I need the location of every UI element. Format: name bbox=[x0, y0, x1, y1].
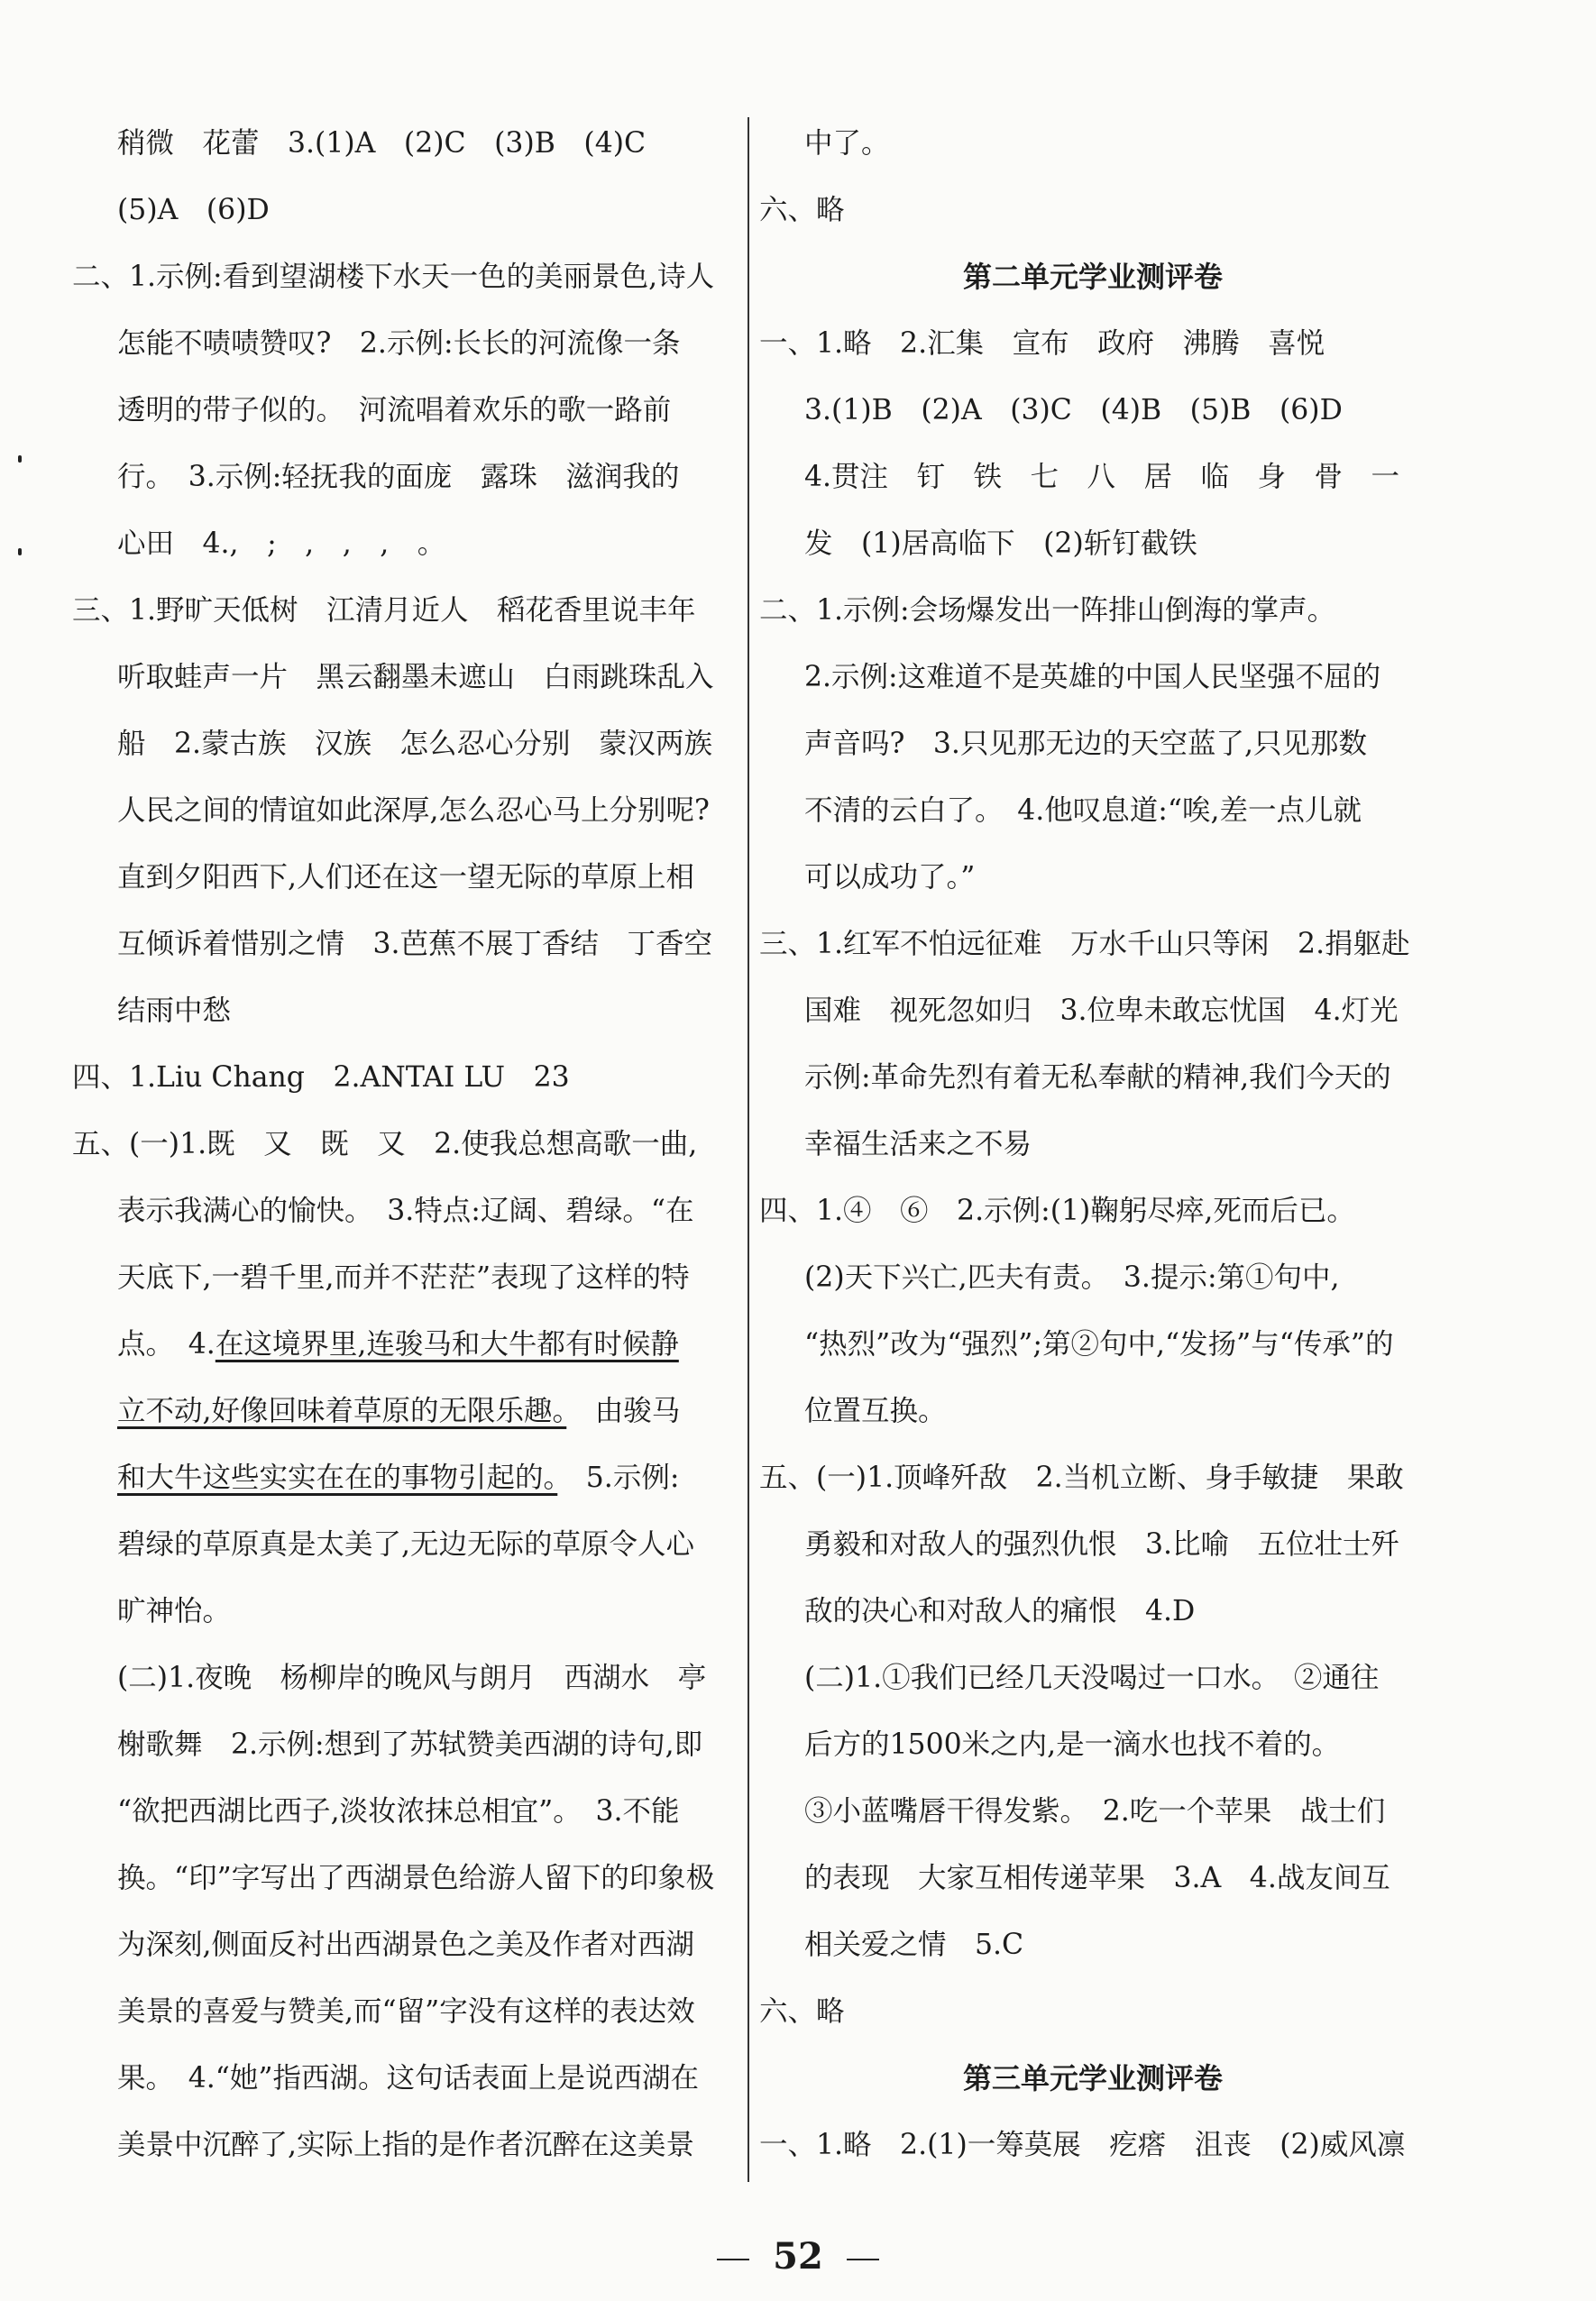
line-text: 由骏马 bbox=[566, 1395, 681, 1427]
answer-line bbox=[759, 1645, 1426, 1711]
answer-line bbox=[72, 1378, 739, 1444]
answer-line bbox=[759, 1578, 1426, 1645]
line-text: 美景的喜爱与赞美,而“留”字没有这样的表达效 bbox=[117, 1995, 695, 2028]
line-text: 船 2.蒙古族 汉族 怎么忍心分别 蒙汉两族 bbox=[117, 728, 713, 760]
line-text: 稍微 花蕾 3.(1)A (2)C (3)B (4)C bbox=[117, 127, 647, 160]
line-text: 相关爱之情 5.C bbox=[804, 1929, 1024, 1961]
answer-line bbox=[72, 644, 739, 710]
line-text: 行。 3.示例:轻抚我的面庞 露珠 滋润我的 bbox=[117, 461, 680, 493]
answer-line bbox=[72, 243, 739, 310]
answer-line bbox=[72, 577, 739, 644]
scan-mark bbox=[18, 548, 22, 555]
answer-line bbox=[759, 1178, 1426, 1244]
line-text: 四、1.④ ⑥ 2.示例:(1)鞠躬尽瘁,死而后已。 bbox=[759, 1195, 1355, 1227]
line-text: 表示我满心的愉快。 3.特点:辽阔、碧绿。“在 bbox=[117, 1195, 694, 1227]
answer-line bbox=[72, 977, 739, 1044]
answer-line bbox=[72, 777, 739, 844]
answer-line bbox=[759, 1244, 1426, 1311]
answer-line bbox=[759, 1978, 1426, 2045]
line-text: 二、1.示例:会场爆发出一阵排山倒海的掌声。 bbox=[759, 594, 1336, 627]
right-column bbox=[759, 110, 1426, 2178]
answer-line bbox=[759, 1111, 1426, 1178]
answer-line bbox=[759, 844, 1426, 911]
answer-line bbox=[72, 1311, 739, 1378]
line-text: 四、1.Liu Chang 2.ANTAI LU 23 bbox=[72, 1061, 570, 1094]
answer-line bbox=[72, 1645, 739, 1711]
line-text: 中了。 bbox=[804, 127, 890, 160]
answer-line bbox=[759, 1378, 1426, 1444]
line-text: 结雨中愁 bbox=[117, 995, 232, 1027]
answer-line bbox=[759, 1311, 1426, 1378]
line-text: 为深刻,侧面反衬出西湖景色之美及作者对西湖 bbox=[117, 1929, 695, 1961]
answer-line bbox=[72, 844, 739, 911]
answer-line bbox=[759, 1711, 1426, 1778]
line-text: 3.(1)B (2)A (3)C (4)B (5)B (6)D bbox=[804, 394, 1343, 426]
line-text: (二)1.夜晚 杨柳岸的晚风与朗月 西湖水 亭 bbox=[117, 1662, 707, 1694]
answer-line bbox=[759, 177, 1426, 243]
line-text: ③小蓝嘴唇干得发紫。 2.吃一个苹果 战士们 bbox=[804, 1795, 1386, 1828]
line-text: 的表现 大家互相传递苹果 3.A 4.战友间互 bbox=[804, 1862, 1390, 1894]
answer-line bbox=[72, 310, 739, 377]
line-text: 五、(一)1.既 又 既 又 2.使我总想高歌一曲, bbox=[72, 1128, 698, 1160]
line-text: 一、1.略 2.汇集 宣布 政府 沸腾 喜悦 bbox=[759, 327, 1325, 360]
section-title bbox=[759, 243, 1426, 310]
answer-line bbox=[759, 777, 1426, 844]
line-text: “欲把西湖比西子,淡妆浓抹总相宜”。 3.不能 bbox=[117, 1795, 680, 1828]
line-text: 不清的云白了。 4.他叹息道:“唉,差一点儿就 bbox=[804, 794, 1362, 827]
page-number: 52 bbox=[773, 2235, 823, 2278]
answer-line bbox=[759, 1044, 1426, 1111]
section-title bbox=[759, 2045, 1426, 2112]
answer-line bbox=[72, 110, 739, 177]
line-text: 国难 视死忽如归 3.位卑未敢忘忧国 4.灯光 bbox=[804, 995, 1399, 1027]
answer-line bbox=[72, 1578, 739, 1645]
answer-line bbox=[759, 310, 1426, 377]
answer-line bbox=[72, 710, 739, 777]
line-text: (5)A (6)D bbox=[117, 194, 270, 226]
line-text: 第三单元学业测评卷 bbox=[962, 2061, 1223, 2095]
answer-line bbox=[72, 444, 739, 510]
answer-line bbox=[72, 510, 739, 577]
line-text: 怎能不啧啧赞叹? 2.示例:长长的河流像一条 bbox=[117, 327, 681, 360]
answer-line bbox=[759, 977, 1426, 1044]
line-text: 发 (1)居高临下 (2)斩钉截铁 bbox=[804, 527, 1197, 560]
answer-line bbox=[72, 1845, 739, 1911]
line-text: “热烈”改为“强烈”;第②句中,“发扬”与“传承”的 bbox=[804, 1328, 1394, 1361]
line-text: 六、略 bbox=[759, 194, 845, 226]
line-text: 直到夕阳西下,人们还在这一望无际的草原上相 bbox=[117, 861, 695, 894]
line-text: 互倾诉着惜别之情 3.芭蕉不展丁香结 丁香空 bbox=[117, 928, 713, 960]
line-text: 一、1.略 2.(1)一筹莫展 疙瘩 沮丧 (2)威风凛 bbox=[759, 2129, 1406, 2161]
answer-line bbox=[759, 644, 1426, 710]
line-text: 勇毅和对敌人的强烈仇恨 3.比喻 五位壮士歼 bbox=[804, 1528, 1400, 1561]
line-text: 心田 4., ; , , , 。 bbox=[117, 527, 446, 560]
line-text: 果。 4.“她”指西湖。这句话表面上是说西湖在 bbox=[117, 2062, 700, 2095]
line-text: 透明的带子似的。 河流唱着欢乐的歌一路前 bbox=[117, 394, 672, 426]
line-text: 二、1.示例:看到望湖楼下水天一色的美丽景色,诗人 bbox=[72, 261, 715, 293]
answer-line bbox=[759, 577, 1426, 644]
answer-line bbox=[72, 1444, 739, 1511]
underlined-text: 立不动,好像回味着草原的无限乐趣。 bbox=[117, 1395, 567, 1427]
line-text: 示例:革命先烈有着无私奉献的精神,我们今天的 bbox=[804, 1061, 1391, 1094]
answer-line bbox=[759, 911, 1426, 977]
answer-line bbox=[759, 1511, 1426, 1578]
line-text: 六、略 bbox=[759, 1995, 845, 2028]
line-text: 可以成功了。” bbox=[804, 861, 976, 894]
line-text: 三、1.野旷天低树 江清月近人 稻花香里说丰年 bbox=[72, 594, 696, 627]
answer-line bbox=[72, 1711, 739, 1778]
answer-line bbox=[72, 1511, 739, 1578]
answer-line bbox=[759, 444, 1426, 510]
line-text: 碧绿的草原真是太美了,无边无际的草原令人心 bbox=[117, 1528, 695, 1561]
line-text: 5.示例: bbox=[557, 1462, 680, 1494]
line-text: (二)1.①我们已经几天没喝过一口水。 ②通往 bbox=[804, 1662, 1380, 1694]
answer-line bbox=[72, 2045, 739, 2112]
line-text: 敌的决心和对敌人的痛恨 4.D bbox=[804, 1595, 1196, 1627]
line-text: 点。 4. bbox=[117, 1328, 216, 1361]
line-text: 听取蛙声一片 黑云翻墨未遮山 白雨跳珠乱入 bbox=[117, 661, 714, 693]
line-text: 4.贯注 钉 铁 七 八 居 临 身 骨 一 bbox=[804, 461, 1400, 493]
line-text: 美景中沉醉了,实际上指的是作者沉醉在这美景 bbox=[117, 2129, 695, 2161]
line-text: 榭歌舞 2.示例:想到了苏轼赞美西湖的诗句,即 bbox=[117, 1728, 703, 1761]
line-text: 三、1.红军不怕远征难 万水千山只等闲 2.捐躯赴 bbox=[759, 928, 1410, 960]
line-text: 第二单元学业测评卷 bbox=[962, 260, 1223, 294]
line-text: 声音吗? 3.只见那无边的天空蓝了,只见那数 bbox=[804, 728, 1367, 760]
answer-line bbox=[72, 911, 739, 977]
left-column bbox=[72, 110, 739, 2178]
answer-line bbox=[72, 1111, 739, 1178]
answer-line bbox=[759, 1845, 1426, 1911]
answer-line bbox=[72, 1044, 739, 1111]
answer-line bbox=[72, 2112, 739, 2178]
line-text: 换。“印”字写出了西湖景色给游人留下的印象极 bbox=[117, 1862, 715, 1894]
line-text: 天底下,一碧千里,而并不茫茫”表现了这样的特 bbox=[117, 1261, 690, 1294]
answer-line bbox=[72, 177, 739, 243]
scan-mark bbox=[18, 455, 22, 463]
answer-line bbox=[72, 1911, 739, 1978]
footer-dash-left bbox=[717, 2259, 749, 2260]
column-divider bbox=[748, 117, 749, 2182]
answer-line bbox=[759, 1444, 1426, 1511]
line-text: 2.示例:这难道不是英雄的中国人民坚强不屈的 bbox=[804, 661, 1381, 693]
answer-line bbox=[759, 1911, 1426, 1978]
line-text: 五、(一)1.顶峰歼敌 2.当机立断、身手敏捷 果敢 bbox=[759, 1462, 1404, 1494]
answer-line bbox=[759, 710, 1426, 777]
line-text: 人民之间的情谊如此深厚,怎么忍心马上分别呢? bbox=[117, 794, 710, 827]
line-text: 后方的1500米之内,是一滴水也找不着的。 bbox=[804, 1728, 1341, 1761]
line-text: 旷神怡。 bbox=[117, 1595, 232, 1627]
answer-line bbox=[72, 1778, 739, 1845]
underlined-text: 和大牛这些实实在在的事物引起的。 bbox=[117, 1462, 558, 1494]
answer-line bbox=[72, 1178, 739, 1244]
footer-dash-right bbox=[847, 2259, 879, 2260]
answer-line bbox=[759, 377, 1426, 444]
answer-line bbox=[759, 1778, 1426, 1845]
answer-line bbox=[759, 2112, 1426, 2178]
line-text: (2)天下兴亡,匹夫有责。 3.提示:第①句中, bbox=[804, 1261, 1340, 1294]
answer-line bbox=[72, 377, 739, 444]
line-text: 幸福生活来之不易 bbox=[804, 1128, 1032, 1160]
answer-line bbox=[72, 1244, 739, 1311]
line-text: 位置互换。 bbox=[804, 1395, 947, 1427]
underlined-text: 在这境界里,连骏马和大牛都有时候静 bbox=[215, 1328, 679, 1361]
answer-line bbox=[72, 1978, 739, 2045]
answer-line bbox=[759, 110, 1426, 177]
answer-line bbox=[759, 510, 1426, 577]
page-number-footer bbox=[0, 2234, 1596, 2279]
